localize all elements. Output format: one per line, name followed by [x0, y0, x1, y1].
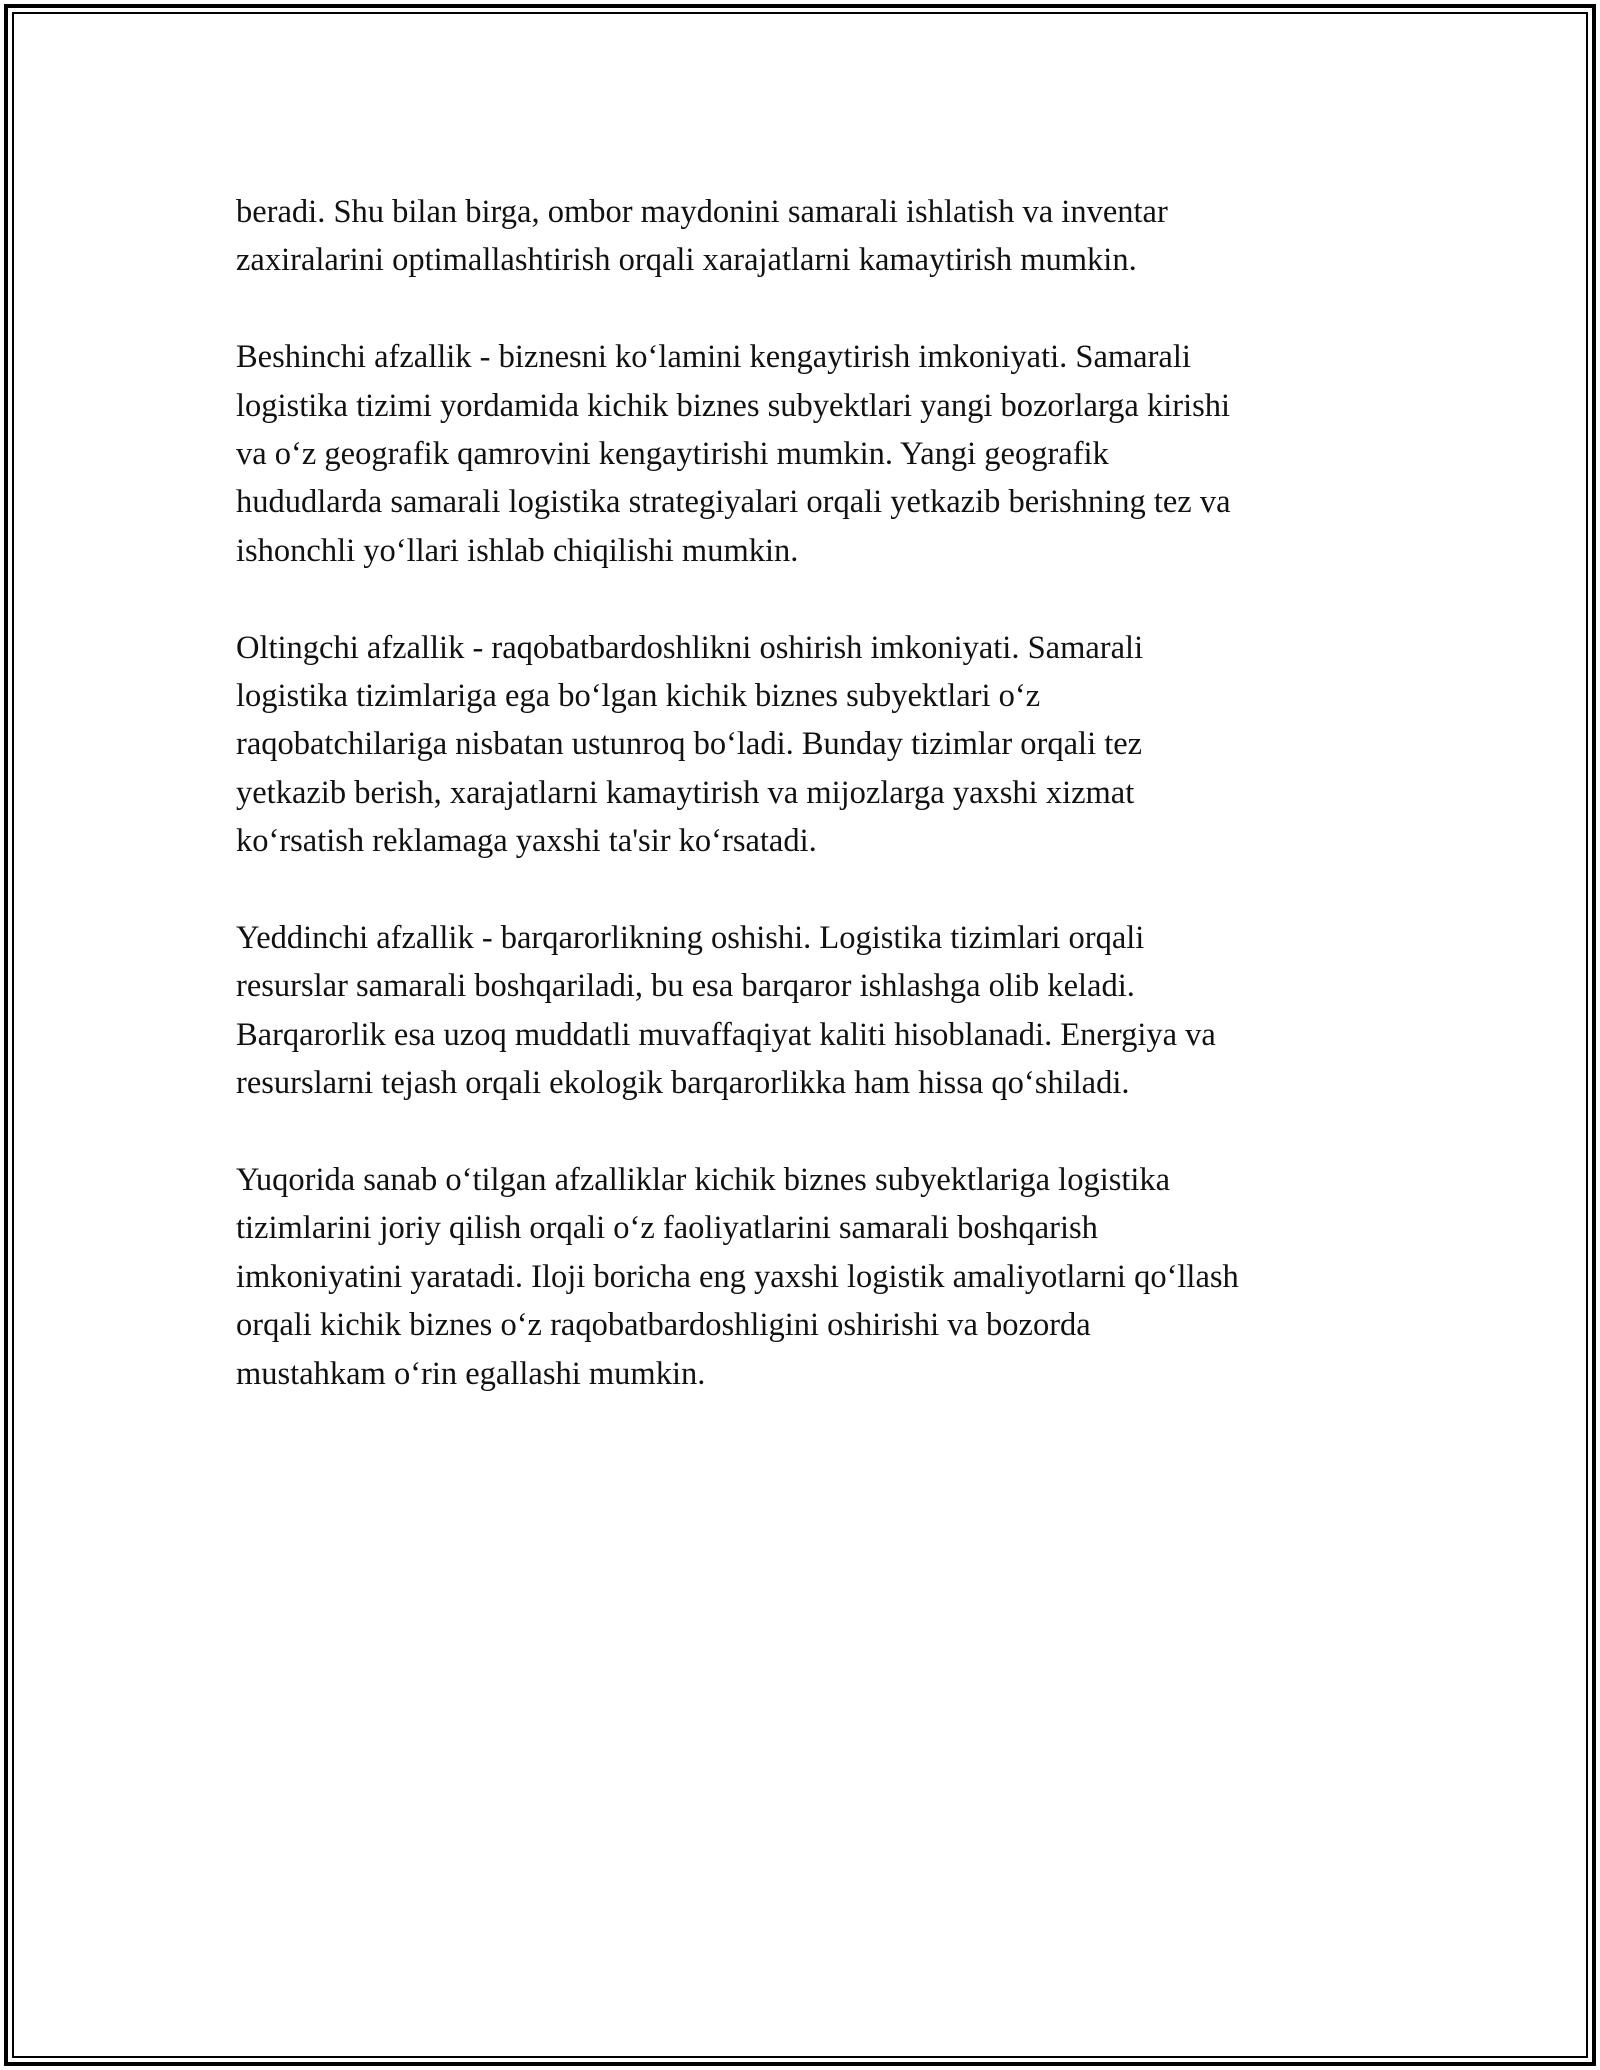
paragraph-seventh-advantage: Yeddinchi afzallik - barqarorlikning oshishi. Logistika tizimlari orqali resurslar samarali boshqariladi, bu esa barqaror ishlashga olib keladi. Barqarorlik esa uzoq muddatli muvaffaqiyat kaliti hisoblanadi. Energiya va resurslarni tejash orqali ekologik barqarorlikka ham hissa qo‘shiladi.	[236, 920, 1216, 1102]
paragraph-fifth-advantage: Beshinchi afzallik - biznesni ko‘lamini kengaytirish imkoniyati. Samarali logistika tizimi yordamida kichik biznes subyektlari yangi bozorlarga kirishi va o‘z geografik qamrovini kengaytirishi mumkin. Yangi geografik hududlarda samarali logistika strategiyalari orqali yetkazib berishning tez va ishonchli yo‘llari ishlab chiqilishi mumkin.	[236, 339, 1231, 569]
document-body	[236, 188, 1386, 1446]
paragraph-sixth-advantage: Oltingchi afzallik - raqobatbardoshlikni oshirish imkoniyati. Samarali logistika tizimlariga ega bo‘lgan kichik biznes subyektlari o‘z raqobatchilariga nisbatan ustunroq bo‘ladi. Bunday tizimlar orqali tez yetkazib berish, xarajatlarni kamaytirish va mijozlarga yaxshi xizmat ko‘rsatish reklamaga yaxshi ta'sir ko‘rsatadi.	[236, 629, 1144, 860]
paragraph-continuation: beradi. Shu bilan birga, ombor maydonini samarali ishlatish va inventar zaxiralarini optimallashtirish orqali xarajatlarni kamaytirish mumkin.	[236, 194, 1168, 279]
paragraph-conclusion: Yuqorida sanab o‘tilgan afzalliklar kichik biznes subyektlariga logistika tizimlarini joriy qilish orqali o‘z faoliyatlarini samarali boshqarish imkoniyatini yaratadi. Iloji boricha eng yaxshi logistik amaliyotlarni qo‘llash orqali kichik biznes o‘z raqobatbardoshligini oshirishi va bozorda mustahkam o‘rin egallashi mumkin.	[236, 1162, 1239, 1392]
